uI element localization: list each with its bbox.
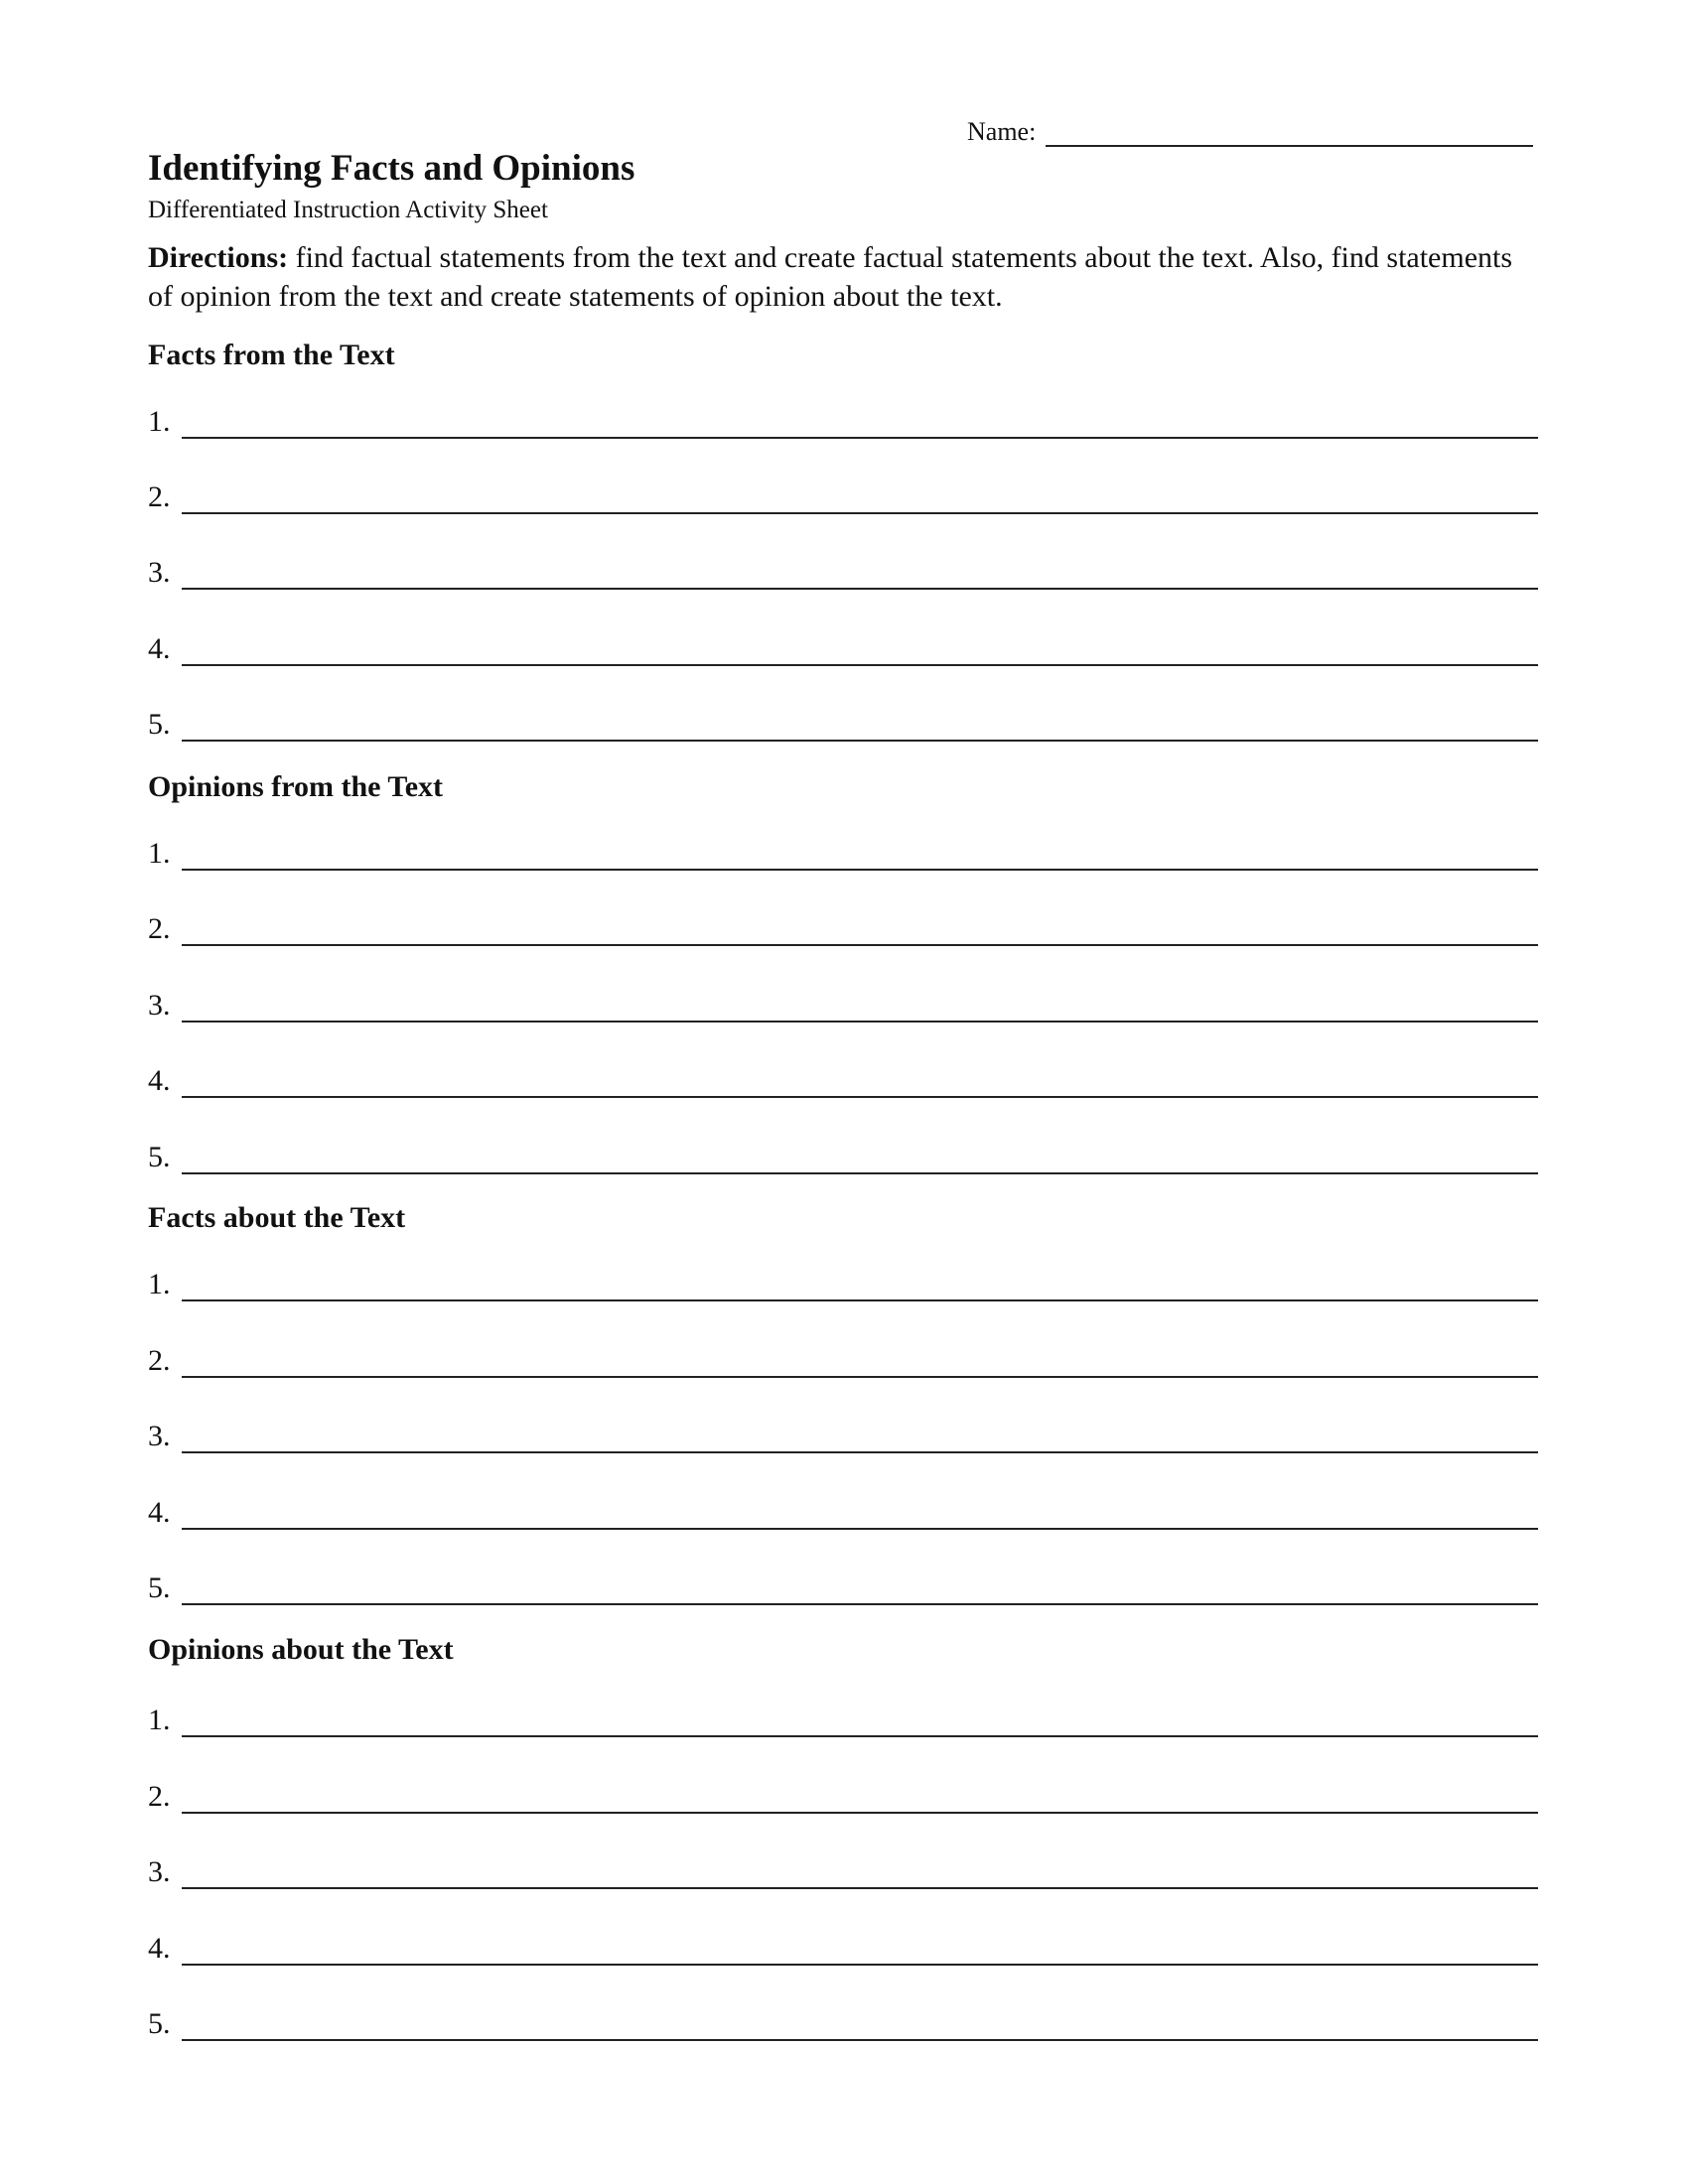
answer-line[interactable] — [148, 2007, 1538, 2041]
answer-line[interactable] — [148, 1420, 1538, 1453]
line-number: 5. — [148, 2007, 171, 2040]
answer-line[interactable] — [148, 1855, 1538, 1889]
answer-rule[interactable] — [182, 407, 1538, 439]
line-number: 2. — [148, 1780, 171, 1813]
answer-rule[interactable] — [182, 1143, 1538, 1174]
answer-line[interactable] — [148, 1064, 1538, 1098]
line-number: 4. — [148, 1496, 171, 1529]
answer-line[interactable] — [148, 912, 1538, 946]
answer-line[interactable] — [148, 1780, 1538, 1814]
answer-rule[interactable] — [182, 1498, 1538, 1530]
answer-rule[interactable] — [182, 914, 1538, 946]
line-number: 1. — [148, 1268, 171, 1300]
line-number: 4. — [148, 1932, 171, 1965]
section-heading-opinions-from-text: Opinions from the Text — [148, 770, 443, 803]
answer-line[interactable] — [148, 837, 1538, 871]
answer-line[interactable] — [148, 480, 1538, 514]
answer-rule[interactable] — [182, 634, 1538, 666]
answer-rule[interactable] — [182, 1706, 1538, 1737]
answer-rule[interactable] — [182, 1346, 1538, 1378]
page-subtitle: Differentiated Instruction Activity Sheet — [148, 197, 548, 223]
answer-rule[interactable] — [182, 1066, 1538, 1098]
line-number: 3. — [148, 989, 171, 1022]
name-line[interactable] — [1046, 119, 1533, 147]
line-number: 2. — [148, 480, 171, 513]
answer-line[interactable] — [148, 1932, 1538, 1966]
answer-line[interactable] — [148, 1704, 1538, 1737]
line-number: 1. — [148, 1704, 171, 1736]
answer-line[interactable] — [148, 1344, 1538, 1378]
line-number: 1. — [148, 837, 171, 870]
answer-line[interactable] — [148, 708, 1538, 742]
answer-line[interactable] — [148, 1268, 1538, 1301]
answer-rule[interactable] — [182, 991, 1538, 1023]
answer-rule[interactable] — [182, 1270, 1538, 1301]
answer-rule[interactable] — [182, 710, 1538, 742]
section-heading-facts-from-text: Facts from the Text — [148, 339, 395, 371]
answer-rule[interactable] — [182, 2009, 1538, 2041]
line-number: 2. — [148, 1344, 171, 1377]
line-number: 4. — [148, 1064, 171, 1097]
answer-rule[interactable] — [182, 1422, 1538, 1453]
answer-line[interactable] — [148, 1496, 1538, 1530]
answer-rule[interactable] — [182, 1782, 1538, 1814]
line-number: 3. — [148, 1855, 171, 1888]
directions-text: find factual statements from the text and create factual statements about the text. Also, find statements of opinion from the text and create statements of opinion about the text. — [148, 241, 1513, 313]
section-heading-facts-about-text: Facts about the Text — [148, 1201, 406, 1234]
name-field — [967, 117, 1533, 147]
answer-line[interactable] — [148, 556, 1538, 590]
directions — [148, 238, 1538, 316]
answer-rule[interactable] — [182, 482, 1538, 514]
answer-rule[interactable] — [182, 1857, 1538, 1889]
line-number: 5. — [148, 1571, 171, 1604]
line-number: 3. — [148, 556, 171, 589]
line-number: 5. — [148, 708, 171, 741]
line-number: 3. — [148, 1420, 171, 1452]
answer-rule[interactable] — [182, 558, 1538, 590]
answer-rule[interactable] — [182, 839, 1538, 871]
line-number: 4. — [148, 632, 171, 665]
section-heading-opinions-about-text: Opinions about the Text — [148, 1633, 454, 1666]
line-number: 1. — [148, 405, 171, 438]
answer-line[interactable] — [148, 1141, 1538, 1174]
answer-line[interactable] — [148, 989, 1538, 1023]
answer-rule[interactable] — [182, 1573, 1538, 1605]
answer-line[interactable] — [148, 632, 1538, 666]
answer-line[interactable] — [148, 1571, 1538, 1605]
answer-line[interactable] — [148, 405, 1538, 439]
line-number: 5. — [148, 1141, 171, 1173]
directions-label: Directions: — [148, 241, 289, 274]
line-number: 2. — [148, 912, 171, 945]
answer-rule[interactable] — [182, 1934, 1538, 1966]
page-title: Identifying Facts and Opinions — [148, 148, 635, 189]
name-label: Name: — [967, 117, 1037, 146]
